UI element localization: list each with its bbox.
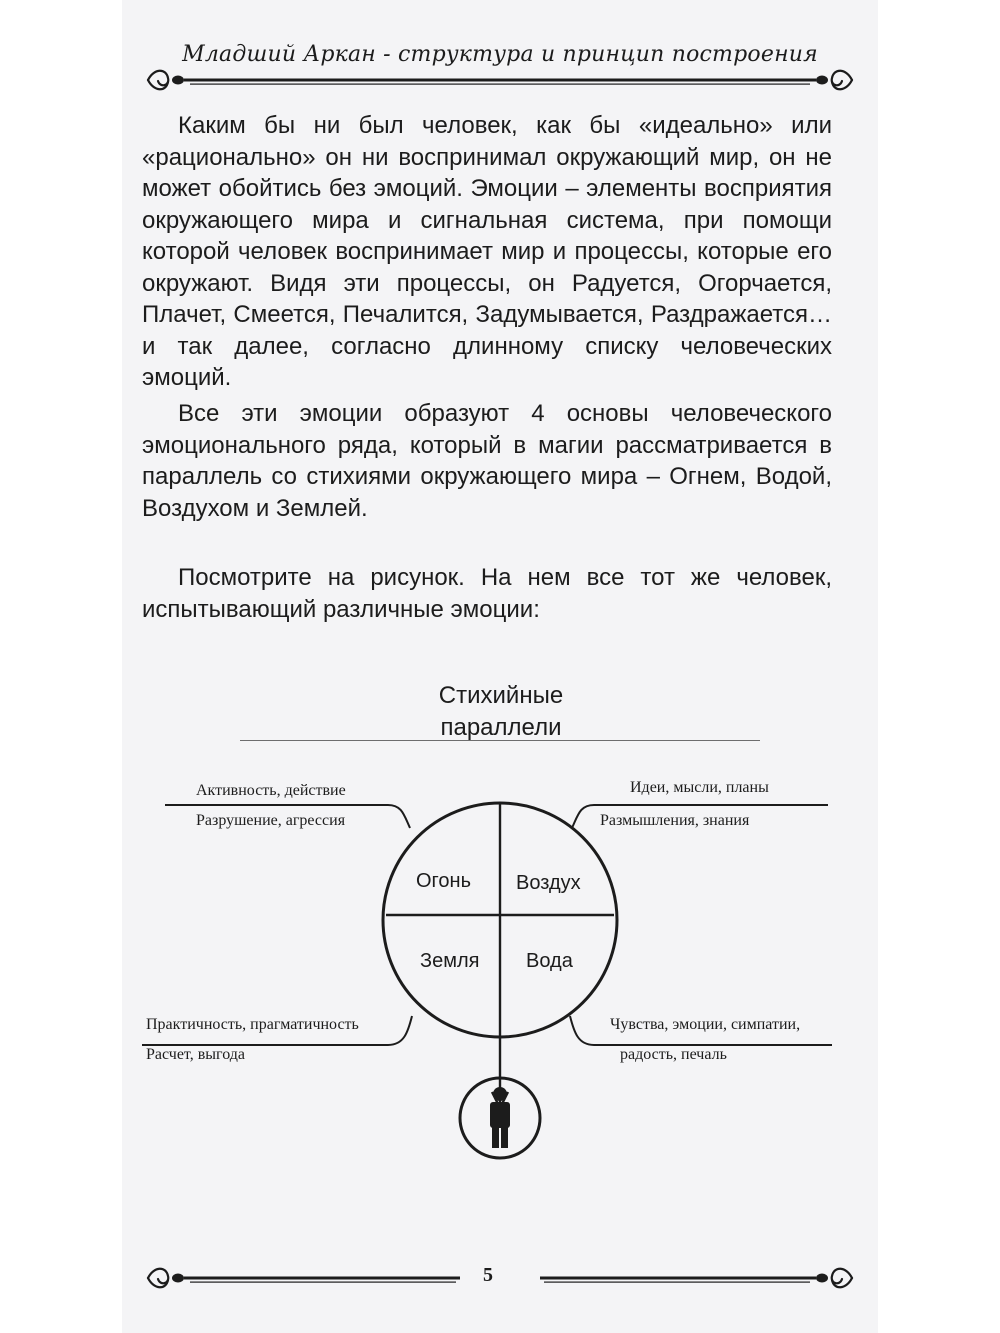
paragraph-look-at-figure	[142, 562, 832, 625]
paragraph-text: Все эти эмоции образуют 4 основы человеческого эмоционального ряда, который в магии рассматривается в параллель со стихиями окружающего мира – Огнем, Водой, Воздухом и Землей.	[142, 400, 832, 522]
diagram-title	[386, 680, 616, 744]
page-number: 5	[483, 1264, 493, 1286]
earth-trait-above: Практичность, прагматичность	[146, 1016, 359, 1033]
header-ornament	[140, 62, 860, 98]
diagram-title-line2: параллели	[440, 714, 562, 741]
bottom-left-curve	[388, 1016, 412, 1045]
quadrant-earth: Земля	[420, 950, 480, 972]
water-trait-above: Чувства, эмоции, симпатии,	[610, 1016, 801, 1033]
top-left-curve	[388, 805, 410, 828]
quadrant-water: Вода	[526, 950, 573, 972]
quadrant-air: Воздух	[516, 872, 581, 894]
running-header-title: Младший Аркан - структура и принцип построения	[182, 42, 818, 67]
paragraph-text: Каким бы ни был человек, как бы «идеально» или «рационально» он ни воспринимал окружающий мир, он не может обойтись без эмоций. Эмоции – элементы восприятия окружающего мира и сигнальная система, при помощи которой человек воспринимает мир и процессы, которые его окружают. Видя эти процессы, он Радуется, Огорчается, Плачет, Смеется, Печалится, Задумывается, Раздражается… и так далее, согласно длинному списку человеческих эмоций.	[142, 112, 832, 391]
diagram-title-line1: Стихийные	[438, 682, 564, 709]
earth-trait-below: Расчет, выгода	[146, 1046, 245, 1063]
paragraph-emotions-intro	[142, 110, 832, 394]
fire-trait-above: Активность, действие	[196, 782, 346, 799]
bottom-right-curve	[570, 1016, 594, 1045]
paragraph-text: Посмотрите на рисунок. На нем все тот же человек, испытывающий различные эмоции:	[142, 564, 832, 623]
air-trait-above: Идеи, мысли, планы	[630, 779, 769, 796]
paragraph-four-elements	[142, 398, 832, 524]
fire-trait-below: Разрушение, агрессия	[196, 812, 346, 829]
air-trait-below: Размышления, знания	[600, 812, 750, 829]
top-right-curve	[572, 805, 594, 828]
quadrant-fire: Огонь	[416, 870, 471, 892]
water-trait-below: радость, печаль	[620, 1046, 727, 1063]
footer-ornament	[140, 1260, 860, 1296]
elements-diagram	[0, 740, 1000, 1160]
